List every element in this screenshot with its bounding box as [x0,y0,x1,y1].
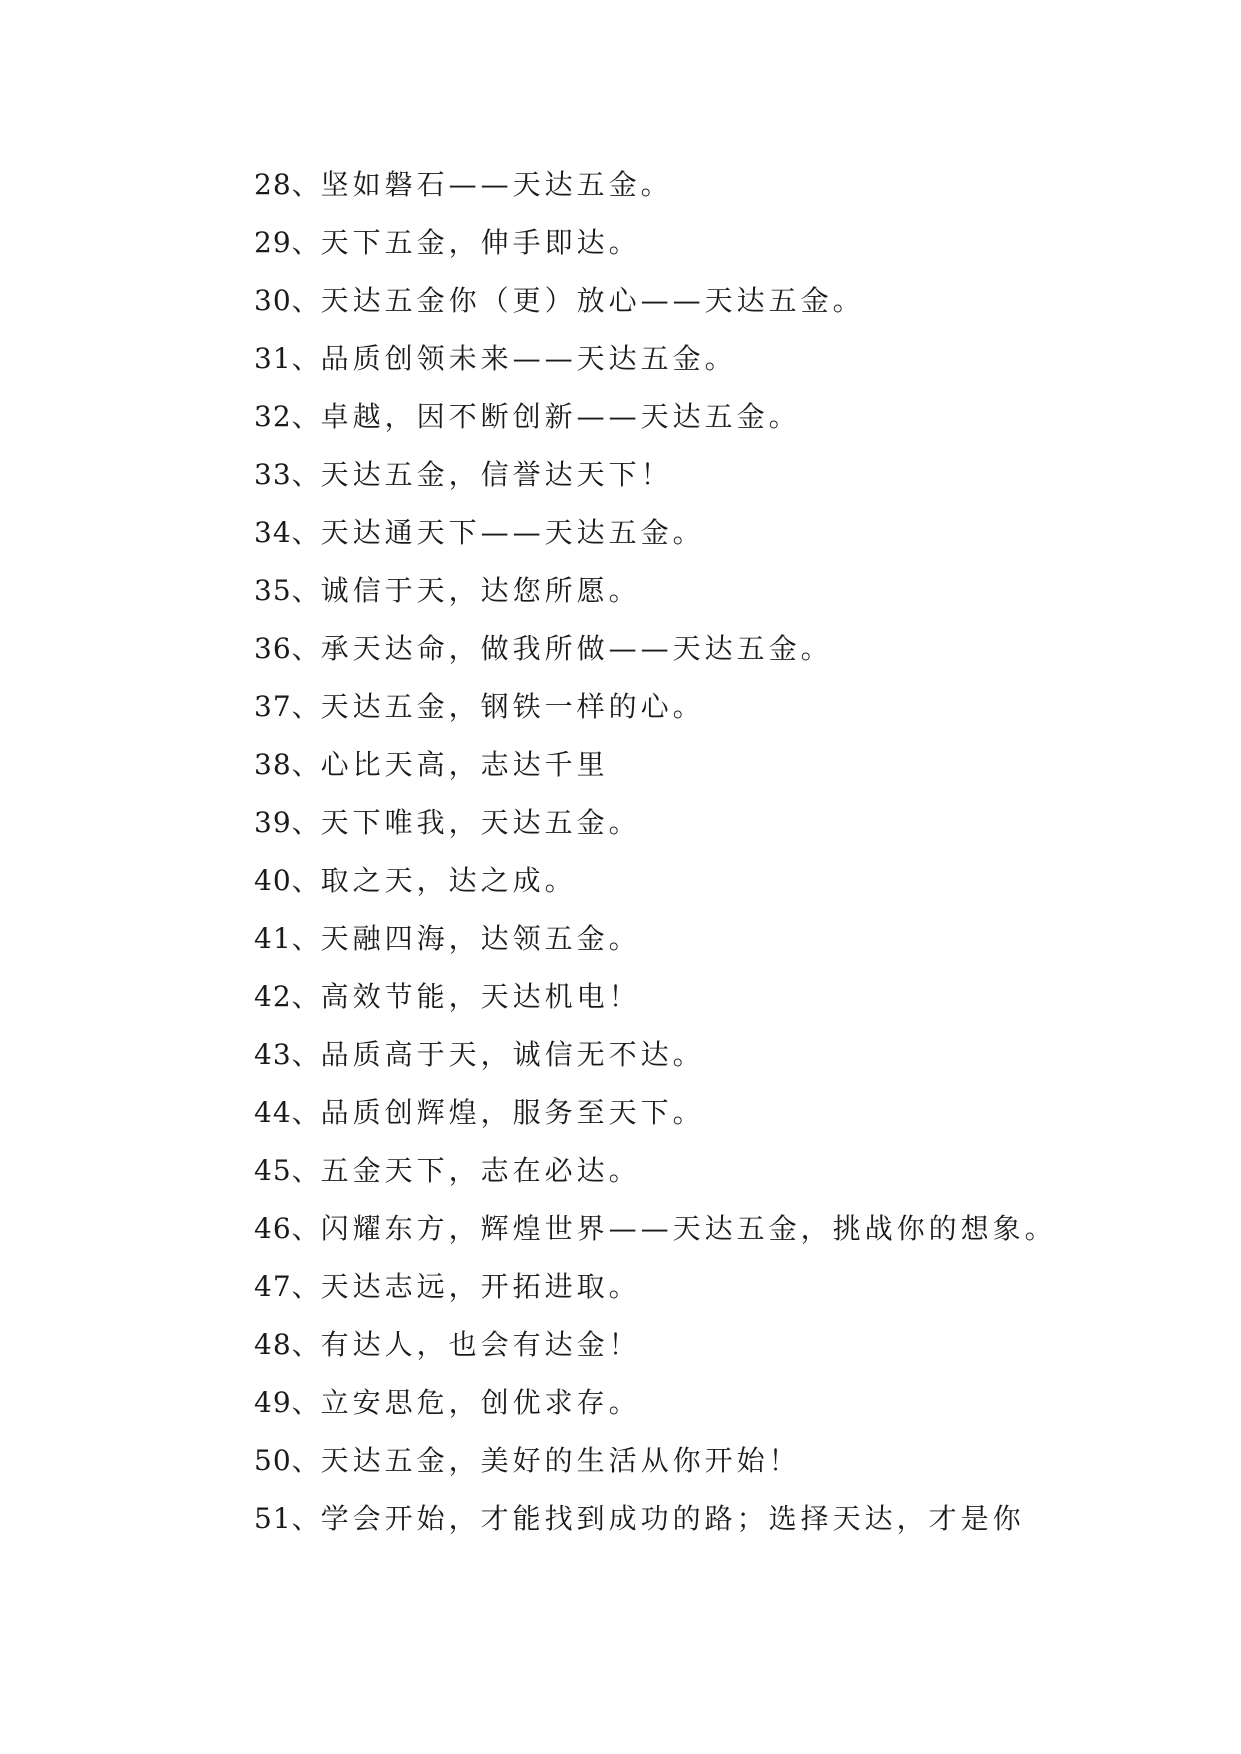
item-number: 37、 [254,690,321,723]
item-text: 五金天下，志在必达。 [320,1154,641,1187]
item-number: 47、 [254,1270,321,1303]
list-item [254,504,1154,562]
item-number: 33、 [254,458,321,491]
list-item [254,968,1154,1026]
item-text: 取之天，达之成。 [320,864,577,897]
list-item [254,852,1154,910]
list-item [254,1084,1154,1142]
item-text: 学会开始，才能找到成功的路；选择天达，才是你 [320,1502,1025,1535]
list-item [254,156,1154,214]
item-number: 45、 [254,1154,321,1187]
list-item [254,1374,1154,1432]
item-text: 有达人，也会有达金！ [320,1328,641,1361]
item-text: 卓越，因不断创新——天达五金。 [320,400,801,433]
list-item [254,330,1154,388]
list-item [254,1490,1154,1548]
item-number: 32、 [254,400,321,433]
item-text: 高效节能，天达机电！ [320,980,641,1013]
item-number: 42、 [254,980,321,1013]
list-item [254,910,1154,968]
item-number: 28、 [254,168,321,201]
item-text: 天下五金，伸手即达。 [320,226,641,259]
item-number: 35、 [254,574,321,607]
list-item [254,794,1154,852]
item-number: 48、 [254,1328,321,1361]
list-item [254,1200,1154,1258]
item-number: 36、 [254,632,321,665]
item-number: 29、 [254,226,321,259]
item-number: 43、 [254,1038,321,1071]
item-text: 品质高于天，诚信无不达。 [320,1038,705,1071]
item-text: 天达五金你（更）放心——天达五金。 [320,284,865,317]
item-text: 品质创辉煌，服务至天下。 [320,1096,705,1129]
list-item [254,1316,1154,1374]
item-number: 31、 [254,342,321,375]
item-number: 50、 [254,1444,321,1477]
item-text: 立安思危，创优求存。 [320,1386,641,1419]
item-text: 承天达命，做我所做——天达五金。 [320,632,833,665]
item-number: 44、 [254,1096,321,1129]
item-number: 41、 [254,922,321,955]
item-text: 天达五金，钢铁一样的心。 [320,690,705,723]
list-item [254,446,1154,504]
item-number: 46、 [254,1212,321,1245]
item-text: 天达志远，开拓进取。 [320,1270,641,1303]
item-text: 天达五金，信誉达天下！ [320,458,673,491]
item-number: 34、 [254,516,321,549]
item-text: 闪耀东方，辉煌世界——天达五金，挑战你的想象。 [320,1212,1057,1245]
list-item [254,272,1154,330]
item-text: 天达五金，美好的生活从你开始！ [320,1444,801,1477]
list-item [254,214,1154,272]
list-item [254,1026,1154,1084]
list-item [254,562,1154,620]
item-text: 天融四海，达领五金。 [320,922,641,955]
list-item [254,678,1154,736]
item-text: 品质创领未来——天达五金。 [320,342,737,375]
item-number: 40、 [254,864,321,897]
item-number: 38、 [254,748,321,781]
item-text: 心比天高，志达千里 [320,748,609,781]
item-number: 49、 [254,1386,321,1419]
item-text: 坚如磐石——天达五金。 [320,168,673,201]
item-text: 诚信于天，达您所愿。 [320,574,641,607]
list-item [254,388,1154,446]
item-number: 39、 [254,806,321,839]
item-text: 天下唯我，天达五金。 [320,806,641,839]
item-number: 30、 [254,284,321,317]
list-item [254,1258,1154,1316]
item-text: 天达通天下——天达五金。 [320,516,705,549]
list-item [254,1142,1154,1200]
list-item [254,620,1154,678]
item-number: 51、 [254,1502,321,1535]
list-item [254,1432,1154,1490]
slogan-list [254,156,1154,1548]
list-item [254,736,1154,794]
